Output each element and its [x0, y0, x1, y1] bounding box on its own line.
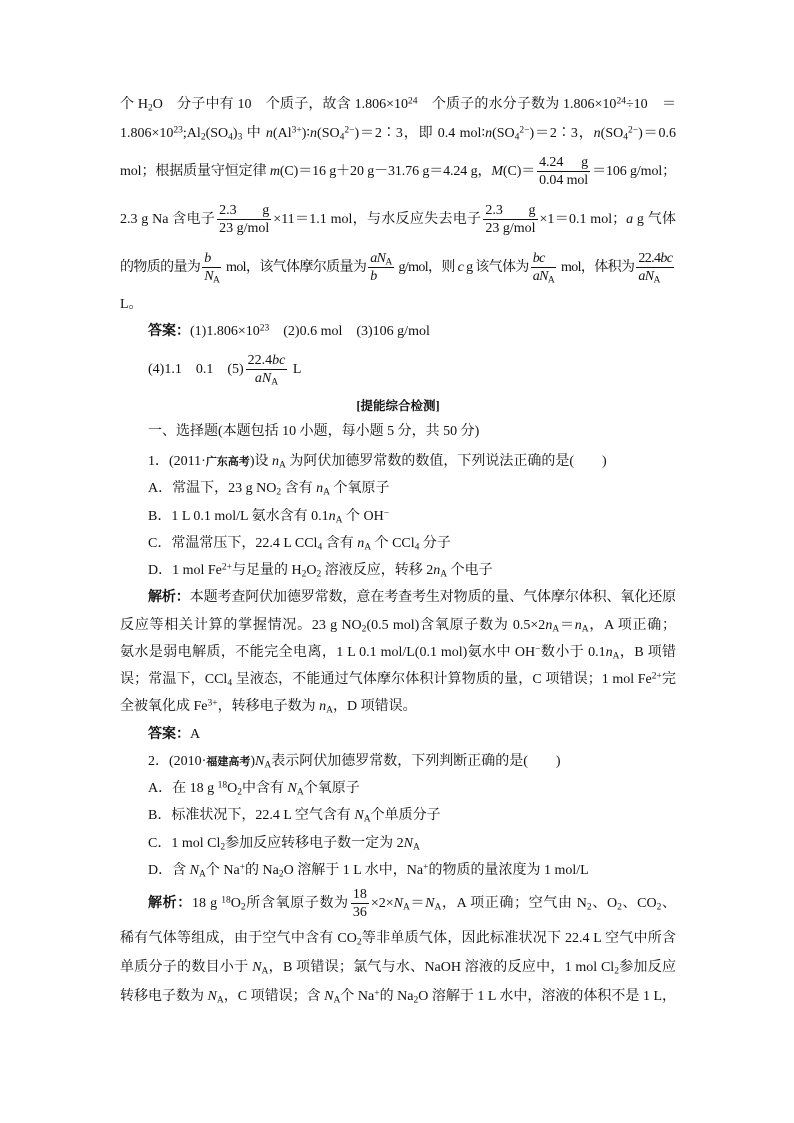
- text-run: )∶: [301, 126, 311, 141]
- subscript: A: [552, 624, 560, 635]
- text-run: ，D 项错误。: [333, 699, 417, 715]
- source-label: 福建高考: [206, 755, 251, 768]
- fraction-numerator: [537, 154, 590, 172]
- fraction-numerator: [368, 250, 393, 268]
- text-run: g 气体: [633, 212, 676, 227]
- subscript: A: [364, 542, 372, 553]
- text-run: 全被氧化成 Fe: [120, 699, 208, 715]
- text-run: 1．(2011·: [148, 454, 206, 469]
- subscript: 4: [414, 542, 420, 553]
- fraction-numerator: [246, 352, 288, 370]
- text-run: 含有: [281, 481, 317, 497]
- text-run: (SO: [317, 126, 340, 141]
- text-run: 中含有: [242, 781, 288, 796]
- text-run: 18: [352, 887, 367, 903]
- fraction-numerator: [351, 886, 369, 904]
- text-run: 单质分子的数目小于: [120, 960, 253, 975]
- text-run: )＝2∶3，: [529, 126, 594, 141]
- italic-symbol: N: [324, 989, 334, 1004]
- text-run: 个 Na: [340, 989, 375, 1004]
- italic-symbol: n: [319, 699, 327, 715]
- text-run: 18 g: [191, 896, 222, 911]
- italic-symbol: n: [316, 481, 324, 497]
- subscript: A: [264, 760, 272, 771]
- superscript: 23: [259, 323, 270, 334]
- solution-line: [120, 148, 676, 196]
- text-run: 、O: [591, 896, 618, 911]
- text-run: 23 g/mol: [485, 221, 536, 237]
- italic-symbol: N: [425, 896, 435, 911]
- subscript: 2: [656, 902, 662, 913]
- text-run: (1)1.806×10: [190, 324, 260, 339]
- superscript: 24: [616, 96, 626, 107]
- subscript: 2: [276, 487, 282, 498]
- solution-line: [120, 953, 676, 982]
- text-run: D．含: [148, 862, 190, 878]
- bold-label: [提能综合检测]: [356, 399, 440, 413]
- text-run: A: [190, 726, 201, 742]
- subscript: 4: [228, 132, 233, 143]
- subscript: A: [385, 257, 392, 268]
- text-run: 个电子: [447, 563, 493, 578]
- text-run: O 分子中有 10 个质子，故含 1.806×10: [152, 97, 408, 112]
- text-run: 个单质分子: [370, 808, 441, 824]
- text-run: mol，该气体摩尔质量为: [223, 260, 367, 275]
- text-run: (SO: [205, 126, 229, 141]
- fraction-denominator: [351, 904, 369, 921]
- subscript: 4: [623, 132, 628, 143]
- text-run: ＝: [559, 617, 575, 633]
- subscript: 4: [514, 132, 520, 143]
- bold-label: 答案：: [148, 726, 190, 742]
- source-label: 广东高考: [205, 456, 250, 468]
- subscript: 2: [316, 569, 322, 580]
- text-run: (C)＝: [502, 164, 536, 179]
- text-run: ，A 项正确；: [588, 617, 677, 633]
- text-run: 个质子的水分子数为 1.806×10: [417, 97, 617, 112]
- superscript: −: [383, 507, 390, 518]
- fraction-numerator: [636, 250, 674, 268]
- text-run: ×11＝1.1 mol，与水反应失去电子: [273, 212, 482, 227]
- option-a: [120, 775, 676, 802]
- italic-symbol: n: [328, 508, 336, 524]
- fraction-numerator: [217, 202, 271, 220]
- superscript: 18: [217, 780, 228, 791]
- fraction: [202, 250, 221, 285]
- italic-symbol: n: [485, 126, 493, 141]
- solution-line: [120, 244, 676, 292]
- italic-symbol: b: [204, 251, 211, 267]
- italic-symbol: N: [189, 862, 199, 878]
- fraction: [537, 154, 590, 189]
- superscript: 3+: [207, 698, 218, 709]
- solution-line: [120, 584, 676, 611]
- previous-solution-continuation: [120, 90, 676, 318]
- text-run: O: [227, 781, 238, 796]
- text-run: 数小于 0.1: [540, 644, 606, 660]
- solution-line: [120, 196, 676, 244]
- text-run: ，A 项正确；空气由 N: [441, 896, 587, 911]
- subscript: A: [198, 869, 206, 880]
- italic-symbol: N: [287, 781, 297, 796]
- text-run: ;Al: [182, 126, 201, 141]
- option-d: [120, 857, 676, 884]
- fraction: [246, 352, 288, 387]
- fraction: [217, 202, 271, 237]
- text-run: O: [306, 563, 317, 578]
- text-run: 参加反应: [618, 960, 677, 975]
- subscript: 2: [200, 132, 206, 143]
- text-run: 个 CCl: [371, 535, 415, 551]
- bold-label: 解析：: [148, 896, 192, 911]
- text-run: 表示阿伏加德罗常数，下列判断正确的是( ): [271, 753, 561, 769]
- text-run: ÷10 ＝: [625, 97, 676, 112]
- solution-line: [120, 612, 676, 639]
- italic-symbol: N: [255, 753, 265, 769]
- question-stem: [120, 748, 676, 775]
- subscript: A: [335, 515, 343, 526]
- option-d: [120, 557, 676, 584]
- subscript: A: [261, 966, 269, 977]
- text-run: 溶液反应，转移 2: [321, 563, 434, 578]
- subscript: A: [326, 705, 333, 716]
- superscript: 2−: [627, 125, 639, 136]
- italic-symbol: n: [574, 617, 582, 633]
- italic-symbol: n: [265, 126, 273, 141]
- fraction-numerator: [202, 250, 221, 268]
- subscript: 2: [301, 569, 307, 580]
- superscript: 18: [221, 895, 231, 906]
- superscript: +: [239, 862, 246, 872]
- subscript: 4: [339, 132, 345, 143]
- text-run: ＝: [409, 896, 426, 911]
- text-run: 为阿伏加德罗常数的数值，下列说法正确的是( ): [285, 454, 607, 469]
- subscript: 2: [617, 902, 622, 913]
- text-run: (C)＝16 g＋20 g－31.76 g＝4.24 g，: [279, 164, 492, 179]
- question-2: [120, 748, 676, 884]
- text-run: )＝0.6: [638, 126, 676, 141]
- fraction-numerator: [483, 202, 537, 220]
- subscript: A: [296, 787, 304, 798]
- text-run: B．1 L 0.1 mol/L 氨水含有 0.1: [148, 508, 329, 524]
- text-run: C．常温常压下，22.4 L CCl: [148, 535, 318, 551]
- fraction: [531, 250, 556, 285]
- superscript: 2+: [651, 671, 662, 682]
- solution-line: [120, 924, 676, 953]
- text-run: 含有: [322, 535, 358, 551]
- subscript: A: [212, 275, 220, 286]
- text-run: 个 OH: [342, 508, 384, 524]
- question-stem: [120, 448, 676, 475]
- subscript: A: [363, 814, 371, 825]
- section-heading: [120, 394, 676, 418]
- italic-symbol: aN: [638, 269, 654, 285]
- bold-label: 解析：: [148, 590, 190, 606]
- text-run: D．1 mol Fe: [148, 563, 222, 578]
- text-run: (2)0.6 mol (3)106 g/mol: [269, 324, 430, 339]
- text-run: )＝2∶3，即 0.4 mol∶: [354, 126, 486, 141]
- text-run: L: [289, 362, 302, 377]
- subscript: 2: [356, 937, 362, 948]
- text-run: O 溶解于 1 L 水中，溶液的体积不是 1 L，: [418, 989, 677, 1004]
- italic-symbol: N: [204, 269, 213, 285]
- solution-line: [120, 693, 676, 720]
- superscript: 2+: [221, 562, 233, 573]
- text-run: 、: [661, 896, 677, 911]
- subscript: A: [333, 995, 341, 1006]
- fraction-denominator: [217, 220, 271, 237]
- text-run: C．1 mol Cl: [148, 835, 221, 851]
- subscript: 2: [237, 787, 243, 798]
- option-b: [120, 503, 676, 530]
- italic-symbol: N: [403, 835, 413, 851]
- subscript: 4: [317, 542, 323, 553]
- subscript: A: [412, 842, 420, 853]
- solution-line: [120, 982, 676, 1011]
- text-run: 参加反应转移电子数一定为 2: [225, 835, 404, 851]
- italic-symbol: aN: [532, 269, 548, 285]
- text-run: (SO: [600, 126, 624, 141]
- subscript: 4: [227, 678, 233, 689]
- solution-line: [120, 884, 676, 924]
- answer-line: [120, 318, 676, 346]
- text-run: (Al: [272, 126, 292, 141]
- subscript: 2: [361, 624, 367, 635]
- text-run: )设: [249, 454, 272, 469]
- italic-symbol: bc: [532, 251, 545, 267]
- italic-symbol: n: [357, 535, 365, 551]
- subscript: A: [402, 902, 410, 913]
- subscript: 2: [220, 842, 226, 853]
- italic-symbol: a: [626, 212, 634, 227]
- italic-symbol: n: [605, 644, 613, 660]
- text-run: 的 Na: [245, 862, 279, 878]
- answer-line: [120, 346, 676, 394]
- subscript: A: [547, 275, 555, 286]
- italic-symbol: bc: [272, 353, 286, 369]
- subscript: 2: [614, 966, 619, 977]
- text-run: ，B 项错: [619, 644, 677, 660]
- text-run: mol；根据质量守恒定律: [120, 164, 270, 179]
- solution-line: [120, 119, 676, 148]
- text-run: A．常温下，23 g NO: [148, 481, 277, 497]
- superscript: −: [535, 644, 541, 654]
- solution-line: [120, 292, 676, 318]
- superscript: 3+: [291, 125, 302, 136]
- italic-symbol: bc: [660, 251, 673, 267]
- subscript: A: [581, 624, 589, 635]
- fraction-denominator: [537, 172, 590, 189]
- subscript: 2: [240, 902, 246, 913]
- text-run: A．在 18 g: [148, 781, 218, 796]
- fraction: [636, 250, 674, 285]
- italic-symbol: n: [310, 126, 318, 141]
- subscript: A: [216, 995, 224, 1006]
- text-run: 的物质的量浓度为 1 mol/L: [428, 862, 589, 878]
- text-run: 1.806×10: [120, 126, 174, 141]
- text-run: 分子: [419, 535, 451, 551]
- fraction-denominator: [531, 268, 556, 285]
- subscript: 2: [413, 995, 419, 1006]
- text-run: 个 Na: [205, 862, 240, 878]
- solution-line: [120, 666, 676, 693]
- solution-line: [120, 90, 676, 119]
- superscript: +: [423, 862, 429, 872]
- text-run: (4)1.1 0.1 (5): [148, 362, 244, 377]
- subscript: 3: [237, 132, 243, 143]
- text-run: 个 H: [120, 97, 148, 112]
- superscript: 23: [173, 125, 183, 136]
- text-run: 本题考查阿伏加德罗常数，意在考查考生对物质的量、气体摩尔体积、氧化还原: [189, 590, 677, 606]
- text-run: ×1＝0.1 mol；: [539, 212, 627, 227]
- subscript: A: [271, 377, 279, 388]
- text-run: B．标准状况下，22.4 L 空气含有: [148, 808, 355, 824]
- italic-symbol: c: [457, 260, 464, 275]
- text-run: 个氧原子: [329, 481, 390, 497]
- subscript: A: [653, 275, 660, 286]
- subscript: 2: [147, 103, 153, 114]
- italic-symbol: b: [370, 269, 377, 285]
- fraction-denominator: [202, 268, 221, 285]
- subscript: A: [440, 569, 448, 580]
- text-run: 个氧原子: [303, 781, 360, 796]
- text-run: 4.24 g: [539, 155, 589, 171]
- text-run: 2.3 g: [219, 203, 270, 219]
- text-run: 稀有气体等组成，由于空气中含有 CO: [120, 931, 357, 946]
- subscript: A: [323, 487, 330, 498]
- section-title: [120, 418, 676, 446]
- text-run: 完: [661, 672, 676, 687]
- superscript: 2−: [519, 125, 530, 136]
- text-run: mol，体积为: [558, 260, 635, 275]
- question-1: [120, 448, 676, 748]
- italic-symbol: N: [393, 896, 403, 911]
- text-run: 中: [242, 126, 266, 141]
- solution-line: [120, 639, 676, 666]
- section-heading-block: [120, 394, 676, 418]
- previous-answer: [120, 318, 676, 394]
- text-run: L。: [120, 297, 143, 312]
- fraction-denominator: [483, 220, 537, 237]
- option-a: [120, 475, 676, 502]
- superscript: +: [374, 988, 380, 999]
- italic-symbol: n: [545, 617, 553, 633]
- text-run: 36: [352, 905, 367, 921]
- text-run: ): [232, 126, 238, 141]
- italic-symbol: N: [354, 808, 364, 824]
- text-run: g 该气体为: [463, 260, 529, 275]
- fraction-denominator: [636, 268, 674, 285]
- subscript: A: [278, 460, 286, 471]
- answer-line: [120, 721, 676, 748]
- text-run: 所含氧原子数为: [245, 896, 349, 911]
- text-run: 2．(2010·: [148, 753, 207, 769]
- text-run: 23 g/mol: [219, 221, 270, 237]
- fraction: [368, 250, 393, 285]
- text-run: O 溶解于 1 L 水中，Na: [283, 862, 424, 878]
- option-b: [120, 802, 676, 829]
- italic-symbol: N: [207, 989, 217, 1004]
- text-run: 的物质的量为: [120, 260, 201, 275]
- text-run: O: [230, 896, 241, 911]
- fraction-denominator: [368, 268, 393, 285]
- option-c: [120, 830, 676, 857]
- italic-symbol: aN: [254, 371, 272, 387]
- subscript: A: [612, 651, 620, 662]
- italic-symbol: n: [593, 126, 601, 141]
- subscript: 2: [278, 869, 284, 880]
- text-run: 与足量的 H: [232, 563, 302, 578]
- italic-symbol: n: [271, 454, 279, 469]
- text-run: 一、选择题(本题包括 10 小题，每小题 5 分，共 50 分): [148, 424, 480, 439]
- fraction: [483, 202, 537, 237]
- text-run: 呈液态，不能通过气体摩尔体积计算物质的量，C 项错误；1 mol Fe: [232, 672, 652, 687]
- text-run: 0.04 mol: [539, 173, 589, 189]
- text-run: ): [250, 753, 255, 769]
- text-run: 误；常温下，CCl: [120, 672, 228, 687]
- text-run: ，转移电子数为: [217, 699, 320, 715]
- text-run: g/mol，则: [395, 260, 458, 275]
- text-run: 的 Na: [379, 989, 414, 1004]
- text-run: 反应等相关计算的掌握情况。23 g NO: [120, 617, 362, 633]
- text-run: 氨水是弱电解质，不能完全电离，1 L 0.1 mol/L(0.1 mol)氨水中 OH: [120, 644, 536, 660]
- bold-label: 答案：: [148, 324, 190, 339]
- fraction-numerator: [531, 250, 556, 268]
- subscript: A: [434, 902, 442, 913]
- section-title-block: [120, 418, 676, 446]
- text-run: 22.4: [638, 251, 661, 267]
- text-run: ，B 项错误；氯气与水、NaOH 溶液的反应中，1 mol Cl: [268, 960, 615, 975]
- italic-symbol: n: [433, 563, 441, 578]
- text-run: ×2×: [370, 896, 394, 911]
- text-run: ＝106 g/mol；: [592, 164, 677, 179]
- text-run: ，C 项错误；含: [223, 989, 325, 1004]
- italic-symbol: aN: [370, 251, 386, 267]
- text-run: (SO: [492, 126, 515, 141]
- text-run: 22.4: [247, 353, 273, 369]
- text-run: 2.3 g Na 含电子: [120, 212, 216, 227]
- text-run: (0.5 mol)含氧原子数为 0.5×2: [366, 617, 546, 633]
- text-run: 、CO: [621, 896, 657, 911]
- italic-symbol: N: [252, 960, 262, 975]
- fraction-denominator: [246, 370, 288, 387]
- italic-symbol: m: [269, 164, 280, 179]
- superscript: 24: [407, 96, 418, 107]
- option-c: [120, 530, 676, 557]
- text-run: 等非单质气体，因此标准状况下 22.4 L 空气中所含: [361, 931, 676, 946]
- question-2-solution: [120, 884, 676, 1011]
- text-run: 2.3 g: [485, 203, 536, 219]
- italic-symbol: M: [491, 164, 503, 179]
- subscript: 2: [586, 902, 592, 913]
- superscript: 2−: [344, 125, 355, 136]
- text-run: 转移电子数为: [120, 989, 208, 1004]
- fraction: [351, 886, 369, 921]
